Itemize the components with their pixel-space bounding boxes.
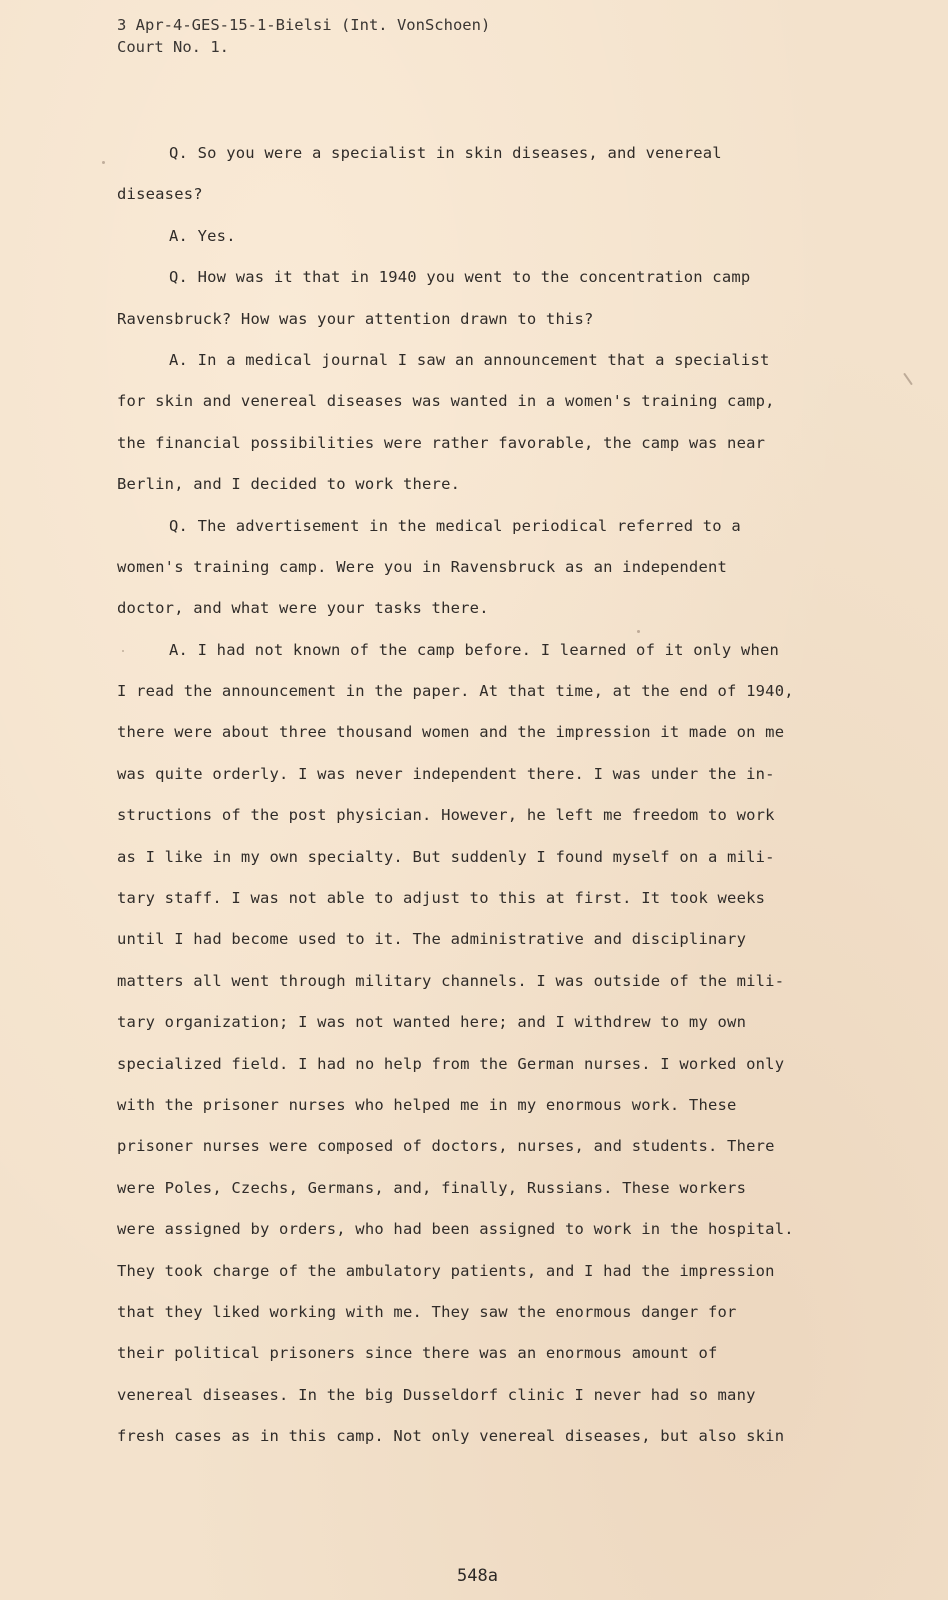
transcript-line: the financial possibilities were rather favorable, the camp was near (117, 433, 766, 452)
document-header (117, 14, 490, 58)
transcript-line: until I had become used to it. The administrative and disciplinary (117, 930, 747, 949)
paper-speck (122, 650, 124, 652)
transcript-line: A. I had not known of the camp before. I learned of it only when (169, 640, 780, 659)
transcript-line: matters all went through military channels. I was outside of the mili- (117, 971, 785, 990)
page-number: 548a (457, 1566, 498, 1586)
transcript-line: specialized field. I had no help from the German nurses. I worked only (117, 1054, 785, 1073)
transcript-line: with the prisoner nurses who helped me in my enormous work. These (117, 1095, 737, 1114)
transcript-line: women's training camp. Were you in Ravensbruck as an independent (117, 557, 728, 576)
transcript-line: structions of the post physician. However, he left me freedom to work (117, 806, 775, 825)
transcript-line: prisoner nurses were composed of doctors, nurses, and students. There (117, 1137, 775, 1156)
header-case-reference: 3 Apr-4-GES-15-1-Bielsi (Int. VonSchoen) (117, 16, 491, 34)
transcript-line: tary staff. I was not able to adjust to this at first. It took weeks (117, 889, 766, 908)
transcript-line: They took charge of the ambulatory patients, and I had the impression (117, 1261, 775, 1280)
transcript-line: diseases? (117, 185, 203, 204)
transcript-line: Berlin, and I decided to work there. (117, 475, 461, 494)
transcript-line: Q. How was it that in 1940 you went to the concentration camp (169, 268, 751, 287)
transcript-line: venereal diseases. In the big Dusseldorf clinic I never had so many (117, 1385, 756, 1404)
transcript-line: Q. The advertisement in the medical periodical referred to a (169, 516, 741, 535)
transcript-line: Q. So you were a specialist in skin diseases, and venereal (169, 144, 722, 162)
transcript-line: were assigned by orders, who had been assigned to work in the hospital. (117, 1220, 794, 1239)
transcript-line: I read the announcement in the paper. At that time, at the end of 1940, (117, 682, 794, 701)
transcript-line: fresh cases as in this camp. Not only venereal diseases, but also skin (117, 1427, 785, 1446)
header-court-number: Court No. 1. (117, 38, 229, 56)
transcript-line: Ravensbruck? How was your attention drawn to this? (117, 309, 594, 328)
transcript-line: as I like in my own specialty. But suddenly I found myself on a mili- (117, 847, 775, 866)
paper-speck (102, 161, 105, 164)
transcript-line: doctor, and what were your tasks there. (117, 599, 489, 618)
transcript-line: A. In a medical journal I saw an announcement that a specialist (169, 350, 770, 369)
transcript-line: that they liked working with me. They saw the enormous danger for (117, 1302, 737, 1321)
transcript-line: A. Yes. (169, 226, 236, 245)
transcript-body (117, 133, 857, 1458)
transcript-line: for skin and venereal diseases was wanted in a women's training camp, (117, 392, 775, 411)
transcript-line: were Poles, Czechs, Germans, and, finally, Russians. These workers (117, 1178, 747, 1197)
transcript-line: their political prisoners since there was an enormous amount of (117, 1344, 718, 1363)
transcript-line: there were about three thousand women and the impression it made on me (117, 723, 785, 742)
transcript-line: tary organization; I was not wanted here; and I withdrew to my own (117, 1013, 747, 1032)
paper-speck (637, 630, 640, 633)
paper-speck (903, 373, 913, 386)
transcript-line: was quite orderly. I was never independent there. I was under the in- (117, 764, 775, 783)
